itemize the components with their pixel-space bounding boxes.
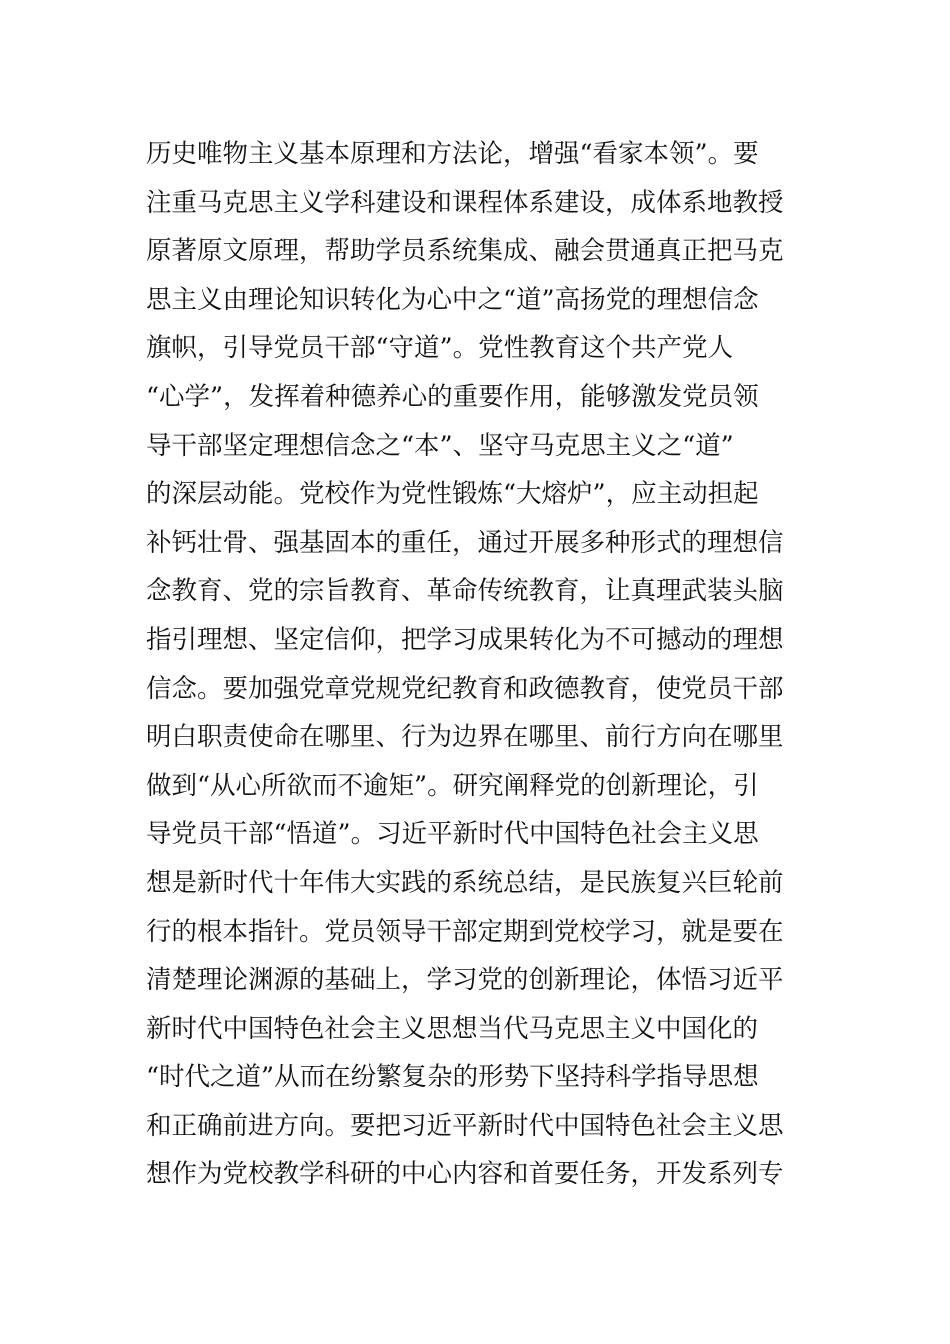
text-line: 清楚理论渊源的基础上，学习党的创新理论，体悟习近平	[146, 965, 784, 996]
text-line: 原著原文原理，帮助学员系统集成、融会贯通真正把马克	[146, 236, 784, 267]
text-line: 新时代中国特色社会主义思想当代马克思主义中国化的	[146, 1013, 759, 1044]
text-line: 行的根本指针。党员领导干部定期到党校学习，就是要在	[146, 916, 784, 947]
text-line: 指引理想、坚定信仰，把学习成果转化为不可撼动的理想	[146, 624, 784, 655]
text-line: 导党员干部“悟道”。习近平新时代中国特色社会主义思	[146, 819, 759, 850]
text-line: 信念。要加强党章党规党纪教育和政德教育，使党员干部	[146, 673, 784, 704]
text-line: 和正确前进方向。要把习近平新时代中国特色社会主义思	[146, 1110, 784, 1141]
body-text	[146, 130, 816, 1199]
text-line: “时代之道”从而在纷繁复杂的形势下坚持科学指导思想	[146, 1062, 759, 1093]
text-line: 历史唯物主义基本原理和方法论，增强“看家本领”。要	[146, 139, 759, 169]
text-line: 想作为党校教学科研的中心内容和首要任务，开发系列专	[146, 1159, 784, 1190]
text-line: 的深层动能。党校作为党性锻炼“大熔炉”，应主动担起	[146, 479, 759, 510]
text-line: 导干部坚定理想信念之“本”、坚守马克思主义之“道”	[146, 430, 734, 461]
text-line: 思主义由理论知识转化为心中之“道”高扬党的理想信念	[146, 284, 759, 315]
text-line: 做到“从心所欲而不逾矩”。研究阐释党的创新理论，引	[146, 770, 759, 801]
text-line: 旗帜，引导党员干部“守道”。党性教育这个共产党人	[146, 333, 734, 364]
text-line: 补钙壮骨、强基固本的重任，通过开展多种形式的理想信	[146, 527, 784, 558]
text-line: “心学”，发挥着种德养心的重要作用，能够激发党员领	[146, 381, 759, 412]
text-line: 明白职责使命在哪里、行为边界在哪里、前行方向在哪里	[146, 722, 784, 753]
text-line: 念教育、党的宗旨教育、革命传统教育，让真理武装头脑	[146, 576, 784, 607]
text-line: 想是新时代十年伟大实践的系统总结，是民族复兴巨轮前	[146, 867, 784, 898]
text-line: 注重马克思主义学科建设和课程体系建设，成体系地教授	[146, 187, 784, 218]
